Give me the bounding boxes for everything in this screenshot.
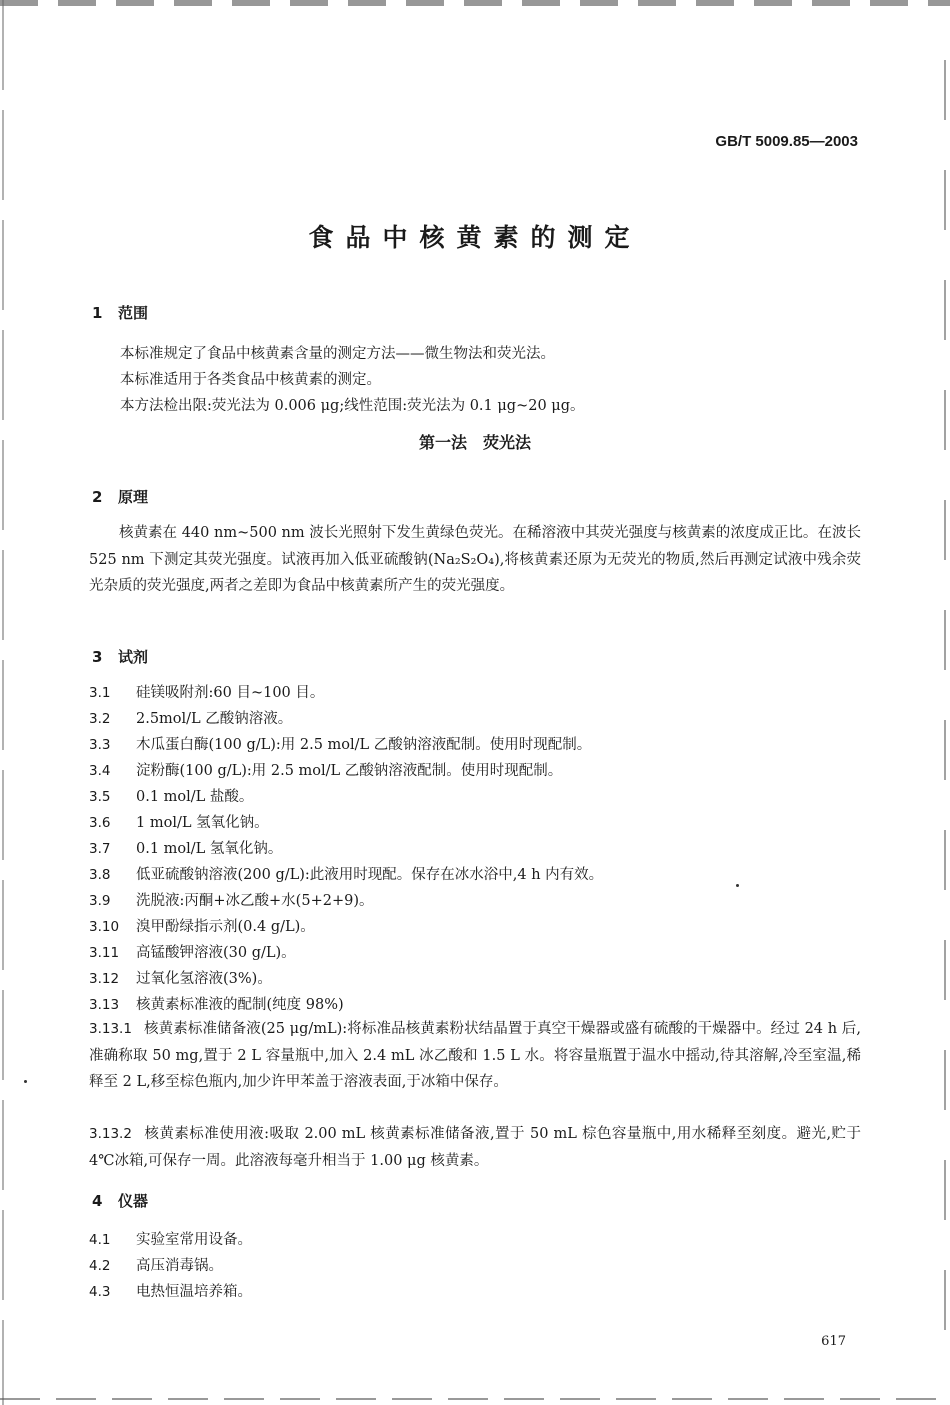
subitem-text: 核黄素标准使用液:吸取 2.00 mL 核黄素标准储备液,置于 50 mL 棕色容量瓶中,用水稀释至刻度。避光,贮于 4℃冰箱,可保存一周。此溶液每毫升相当于 1.00 μg 核黄素。 xyxy=(89,1126,861,1169)
item-number: 4.1 xyxy=(89,1232,111,1248)
item-number: 3.6 xyxy=(89,815,111,831)
principle-paragraph xyxy=(89,520,861,600)
item-number: 3.5 xyxy=(89,789,111,805)
reagent-item xyxy=(89,811,269,832)
reagent-item xyxy=(89,863,603,884)
item-number: 3.12 xyxy=(89,971,120,987)
scan-edge-right xyxy=(944,60,946,1360)
reagent-item xyxy=(89,889,373,910)
section-title: 范围 xyxy=(118,304,149,322)
item-text: 高压消毒锅。 xyxy=(136,1258,223,1274)
item-number: 3.2 xyxy=(89,711,111,727)
item-text: 高锰酸钾溶液(30 g/L)。 xyxy=(136,945,296,961)
item-number: 3.11 xyxy=(89,945,120,961)
section-number: 3 xyxy=(92,648,103,666)
section-heading-principle xyxy=(92,486,148,507)
reagent-item xyxy=(89,759,562,780)
scan-edge-left xyxy=(2,0,4,1405)
item-text: 淀粉酶(100 g/L):用 2.5 mol/L 乙酸钠溶液配制。使用时现配制。 xyxy=(136,763,563,779)
item-number: 3.9 xyxy=(89,893,111,909)
item-text: 实验室常用设备。 xyxy=(136,1232,252,1248)
item-number: 3.3 xyxy=(89,737,111,753)
item-text: 2.5mol/L 乙酸钠溶液。 xyxy=(136,711,293,727)
section-number: 2 xyxy=(92,488,103,506)
section-heading-reagents xyxy=(92,646,148,667)
scope-line: 本标准适用于各类食品中核黄素的测定。 xyxy=(120,372,381,388)
scan-edge-top xyxy=(0,0,950,6)
scan-speck xyxy=(24,1080,27,1083)
section-title: 试剂 xyxy=(118,648,149,666)
scope-line: 本标准规定了食品中核黄素含量的测定方法——微生物法和荧光法。 xyxy=(120,346,555,362)
scan-speck xyxy=(736,884,739,887)
item-text: 核黄素标准液的配制(纯度 98%) xyxy=(136,997,344,1013)
reagent-item xyxy=(89,733,591,754)
section-title: 仪器 xyxy=(118,1192,149,1210)
section-number: 4 xyxy=(92,1192,103,1210)
item-number: 3.10 xyxy=(89,919,120,935)
subitem-text: 核黄素标准储备液(25 μg/mL):将标准品核黄素粉状结晶置于真空干燥器或盛有硫酸的干燥器中。经过 24 h 后,准确称取 50 mg,置于 2 L 容量瓶中,加入 2.4 mL 冰乙酸和 1.5 L 水。将容量瓶置于温水中摇动,待其溶解,冷至室温,稀释至 2 L,移至棕色瓶内,加少许甲苯盖于溶液表面,于冰箱中保存。 xyxy=(89,1021,861,1090)
section-heading-instruments xyxy=(92,1190,148,1211)
reagent-item xyxy=(89,681,324,702)
item-text: 0.1 mol/L 盐酸。 xyxy=(136,789,254,805)
subitem-number: 3.13.1 xyxy=(89,1021,132,1037)
reagent-item xyxy=(89,993,344,1014)
scope-line: 本方法检出限:荧光法为 0.006 μg;线性范围:荧光法为 0.1 μg~20 μg。 xyxy=(120,398,585,414)
item-number: 3.4 xyxy=(89,763,111,779)
reagent-subitem xyxy=(89,1121,861,1174)
section-number: 1 xyxy=(92,304,103,322)
item-text: 木瓜蛋白酶(100 g/L):用 2.5 mol/L 乙酸钠溶液配制。使用时现配制。 xyxy=(136,737,592,753)
page-number: 617 xyxy=(821,1334,846,1349)
section-title: 原理 xyxy=(118,488,149,506)
standard-number: GB/T 5009.85—2003 xyxy=(715,133,858,150)
reagent-item xyxy=(89,837,282,858)
scan-edge-bottom xyxy=(0,1398,950,1400)
item-text: 电热恒温培养箱。 xyxy=(136,1284,252,1300)
item-number: 3.8 xyxy=(89,867,111,883)
reagent-item xyxy=(89,785,253,806)
item-number: 4.2 xyxy=(89,1258,111,1274)
item-text: 1 mol/L 氢氧化钠。 xyxy=(136,815,269,831)
page-title: 食品中核黄素的测定 xyxy=(308,223,642,252)
item-number: 4.3 xyxy=(89,1284,111,1300)
section-heading-scope xyxy=(92,302,148,323)
item-text: 洗脱液:丙酮+冰乙酸+水(5+2+9)。 xyxy=(136,893,374,909)
item-text: 硅镁吸附剂:60 目~100 目。 xyxy=(136,685,325,701)
instrument-item xyxy=(89,1280,252,1301)
item-text: 溴甲酚绿指示剂(0.4 g/L)。 xyxy=(136,919,315,935)
subitem-number: 3.13.2 xyxy=(89,1126,132,1142)
instrument-item xyxy=(89,1228,252,1249)
instrument-item xyxy=(89,1254,223,1275)
item-number: 3.7 xyxy=(89,841,111,857)
reagent-item xyxy=(89,915,315,936)
method-title: 第一法 荧光法 xyxy=(418,433,531,452)
reagent-item xyxy=(89,707,292,728)
item-text: 低亚硫酸钠溶液(200 g/L):此液用时现配。保存在冰水浴中,4 h 内有效。 xyxy=(136,867,604,883)
reagent-item xyxy=(89,941,296,962)
item-number: 3.1 xyxy=(89,685,111,701)
item-text: 0.1 mol/L 氢氧化钠。 xyxy=(136,841,283,857)
item-text: 过氧化氢溶液(3%)。 xyxy=(136,971,272,987)
reagent-item xyxy=(89,967,272,988)
principle-text: 核黄素在 440 nm~500 nm 波长光照射下发生黄绿色荧光。在稀溶液中其荧光强度与核黄素的浓度成正比。在波长 525 nm 下测定其荧光强度。试液再加入低亚硫酸钠(Na₂S₂O₄),将核黄素还原为无荧光的物质,然后再测定试液中残余荧光杂质的荧光强度,两者之差即为食品中核黄素所产生的荧光强度。 xyxy=(89,525,861,594)
reagent-subitem xyxy=(89,1016,861,1096)
item-number: 3.13 xyxy=(89,997,120,1013)
